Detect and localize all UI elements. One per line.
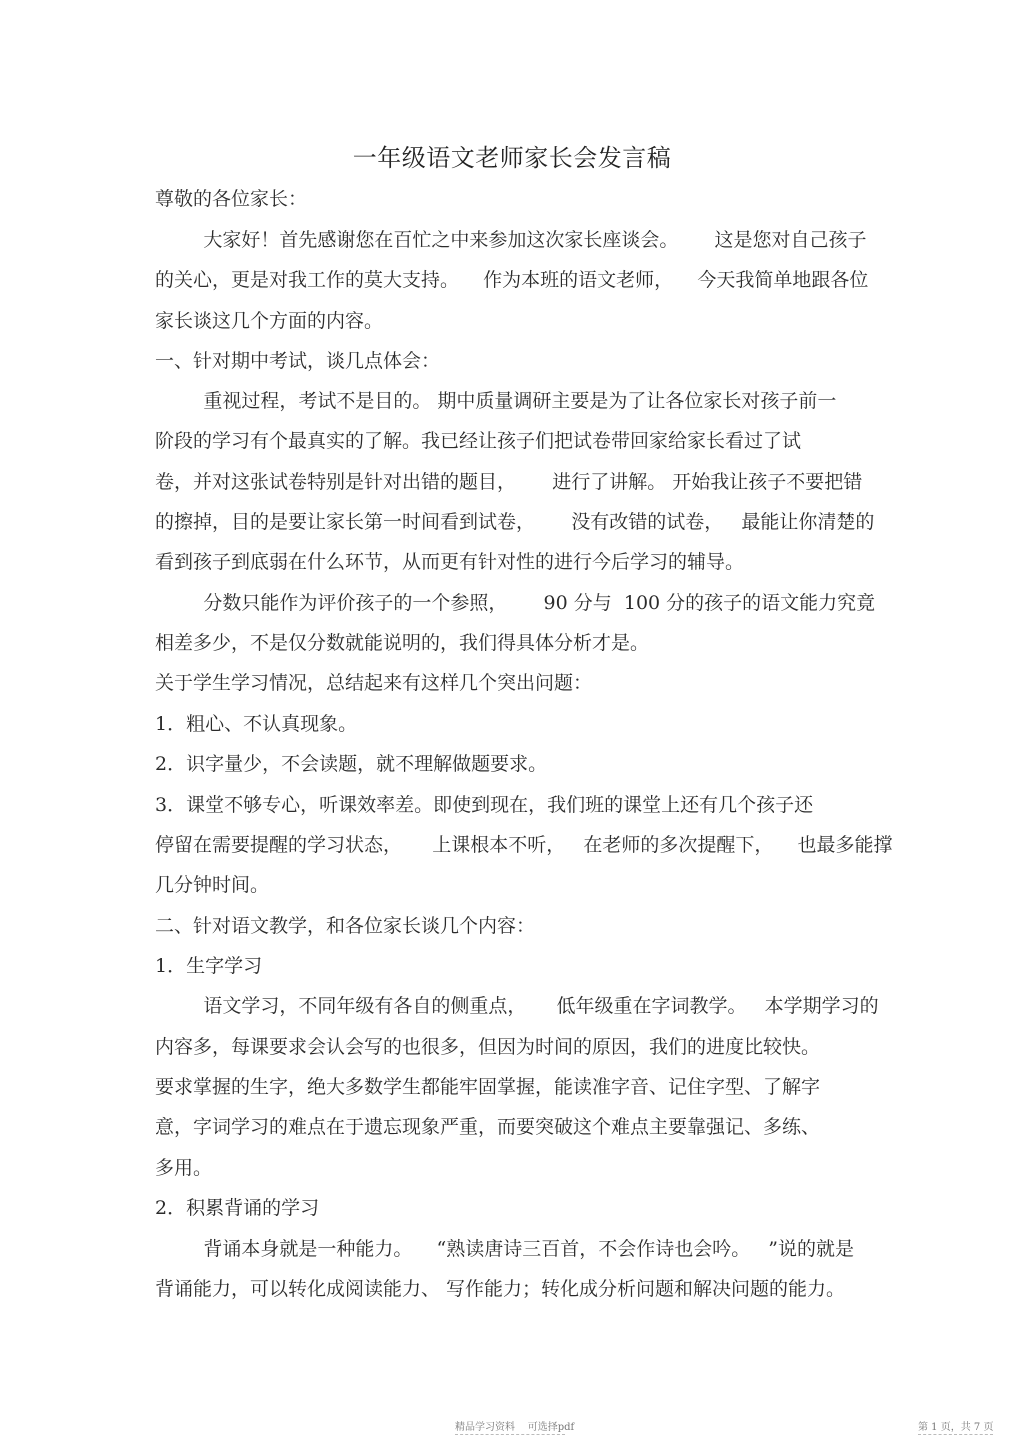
text-line: 的关心，更是对我工作的莫大支持。 作为本班的语文老师， 今天我简单地跟各位 [155,269,869,291]
footer-divider [918,1434,993,1435]
text-line: 要求掌握的生字，绝大多数学生都能牢固掌握，能读准字音、记住字型、了解字 [155,1076,821,1098]
text-line: 家长谈这几个方面的内容。 [155,310,384,332]
text-line: 卷，并对这张试卷特别是针对出错的题目， 进行了讲解。 开始我让孩子不要把错 [155,471,863,493]
text-line: 几分钟时间。 [155,874,270,896]
text-line: 背诵能力，可以转化成阅读能力、 写作能力；转化成分析问题和解决问题的能力。 [155,1278,846,1300]
footer-divider [455,1434,565,1435]
list-item: 1．粗心、不认真现象。 [155,713,358,735]
text-line: 尊敬的各位家长： [155,188,308,210]
page-number: 第 1 页，共 7 页 [918,1422,994,1433]
footer-watermark-text: 精品学习资料 可选择pdf [455,1422,575,1433]
text-line: 一、针对期中考试，谈几点体会： [155,350,441,372]
text-line: 语文学习，不同年级有各自的侧重点， 低年级重在字词教学。 本学期学习的 [155,995,879,1017]
text-line: 看到孩子到底弱在什么环节，从而更有针对性的进行今后学习的辅导。 [155,551,745,573]
list-item: 1．生字学习 [155,955,263,977]
text-line: 的擦掉，目的是要让家长第一时间看到试卷， 没有改错的试卷， 最能让你清楚的 [155,511,875,533]
text-line: 阶段的学习有个最真实的了解。我已经让孩子们把试卷带回家给家长看过了试 [155,430,802,452]
text-line: 分数只能作为评价孩子的一个参照， 90 分与 100 分的孩子的语文能力究竟 [155,592,876,614]
document-title: 一年级语文老师家长会发言稿 [352,144,672,172]
list-item: 2．积累背诵的学习 [155,1197,320,1219]
text-line: 大家好！首先感谢您在百忙之中来参加这次家长座谈会。 这是您对自己孩子 [155,229,867,251]
text-line: 停留在需要提醒的学习状态， 上课根本不听， 在老师的多次提醒下， 也最多能撑 [155,834,893,856]
text-line: 背诵本身就是一种能力。 “熟读唐诗三百首，不会作诗也会吟。 ”说的就是 [155,1238,855,1260]
text-line: 关于学生学习情况，总结起来有这样几个突出问题： [155,672,593,694]
text-line: 二、针对语文教学，和各位家长谈几个内容： [155,915,536,937]
text-line: 多用。 [155,1157,213,1179]
text-line: 重视过程，考试不是目的。 期中质量调研主要是为了让各位家长对孩子前一 [155,390,837,412]
list-item: 2．识字量少，不会读题，就不理解做题要求。 [155,753,548,775]
text-line: 意，字词学习的难点在于遗忘现象严重，而要突破这个难点主要靠强记、多练、 [155,1116,821,1138]
list-item: 3．课堂不够专心，听课效率差。即使到现在，我们班的课堂上还有几个孩子还 [155,794,814,816]
text-line: 相差多少，不是仅分数就能说明的，我们得具体分析才是。 [155,632,650,654]
text-line: 内容多，每课要求会认会写的也很多，但因为时间的原因，我们的进度比较快。 [155,1036,821,1058]
